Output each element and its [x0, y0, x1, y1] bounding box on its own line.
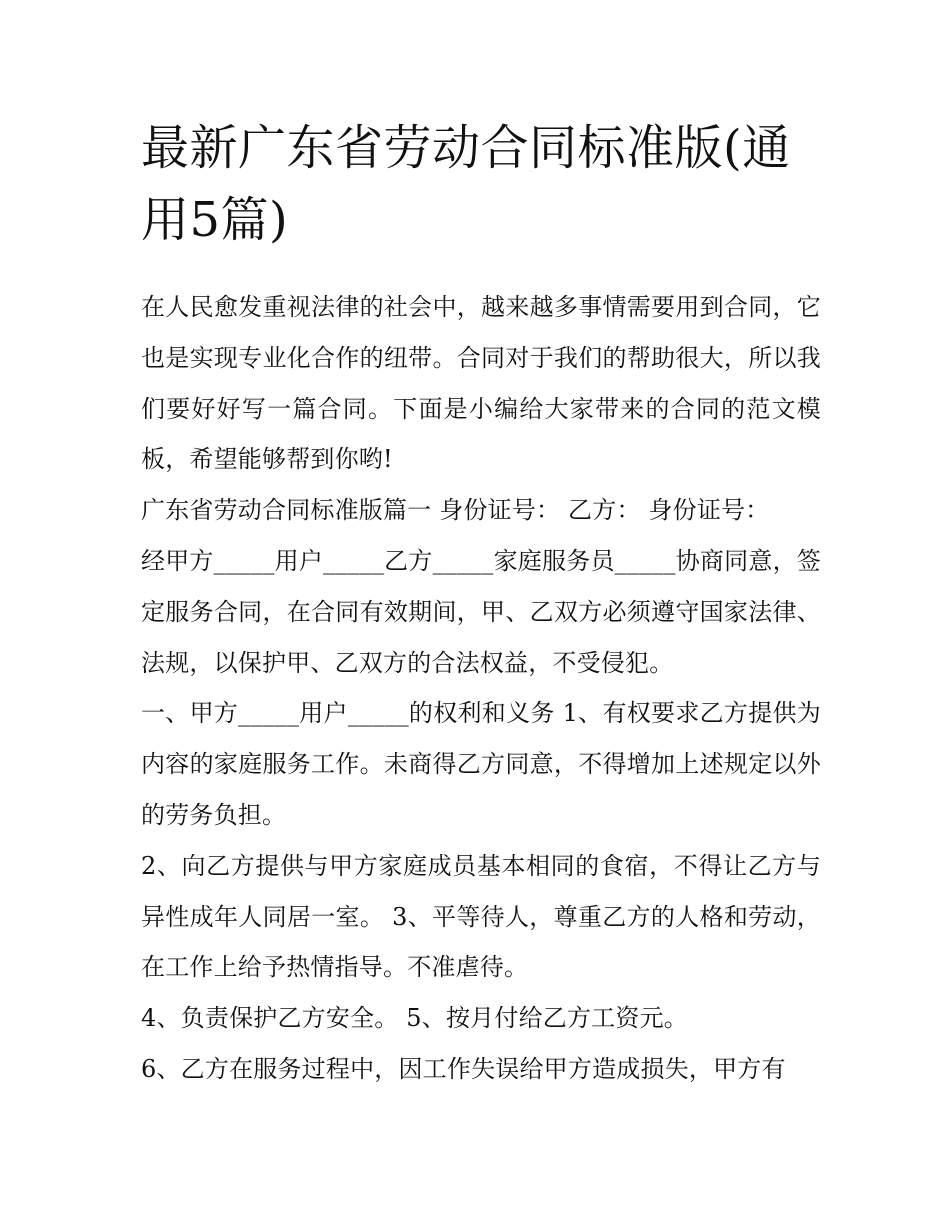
- clause-6-paragraph: 6、乙方在服务过程中，因工作失误给甲方造成损失，甲方有: [141, 1054, 786, 1083]
- clause-2-3-paragraph: 2、向乙方提供与甲方家庭成员基本相同的食宿，不得让乙方与异性成年人同居一室。 3、平等待人，尊重乙方的人格和劳动，在工作上给予热情指导。不准虐待。: [141, 851, 821, 982]
- document-body: [141, 282, 821, 1095]
- intro-paragraph: 在人民愈发重视法律的社会中，越来越多事情需要用到合同，它也是实现专业化合作的纽带。合同对于我们的帮助很大，所以我们要好好写一篇合同。下面是小编给大家带来的合同的范文模板，希望能够帮到你哟!: [141, 293, 821, 474]
- agreement-paragraph: 经甲方_____用户_____乙方_____家庭服务员_____协商同意，签定服务合同，在合同有效期间，甲、乙双方必须遵守国家法律、法规，以保护甲、乙双方的合法权益，不受侵犯。: [141, 546, 821, 677]
- document-title: 最新广东省劳动合同标准版(通用5篇): [141, 120, 791, 248]
- party-a-rights-paragraph: 一、甲方_____用户_____的权利和义务 1、有权要求乙方提供为内容的家庭服务工作。未商得乙方同意，不得增加上述规定以外的劳务负担。: [141, 699, 821, 829]
- clause-4-5-paragraph: 4、负责保护乙方安全。 5、按月付给乙方工资元。: [141, 1004, 688, 1033]
- document-content: [141, 112, 821, 1095]
- contract-header-line: 广东省劳动合同标准版篇一 身份证号： 乙方： 身份证号：: [141, 496, 770, 525]
